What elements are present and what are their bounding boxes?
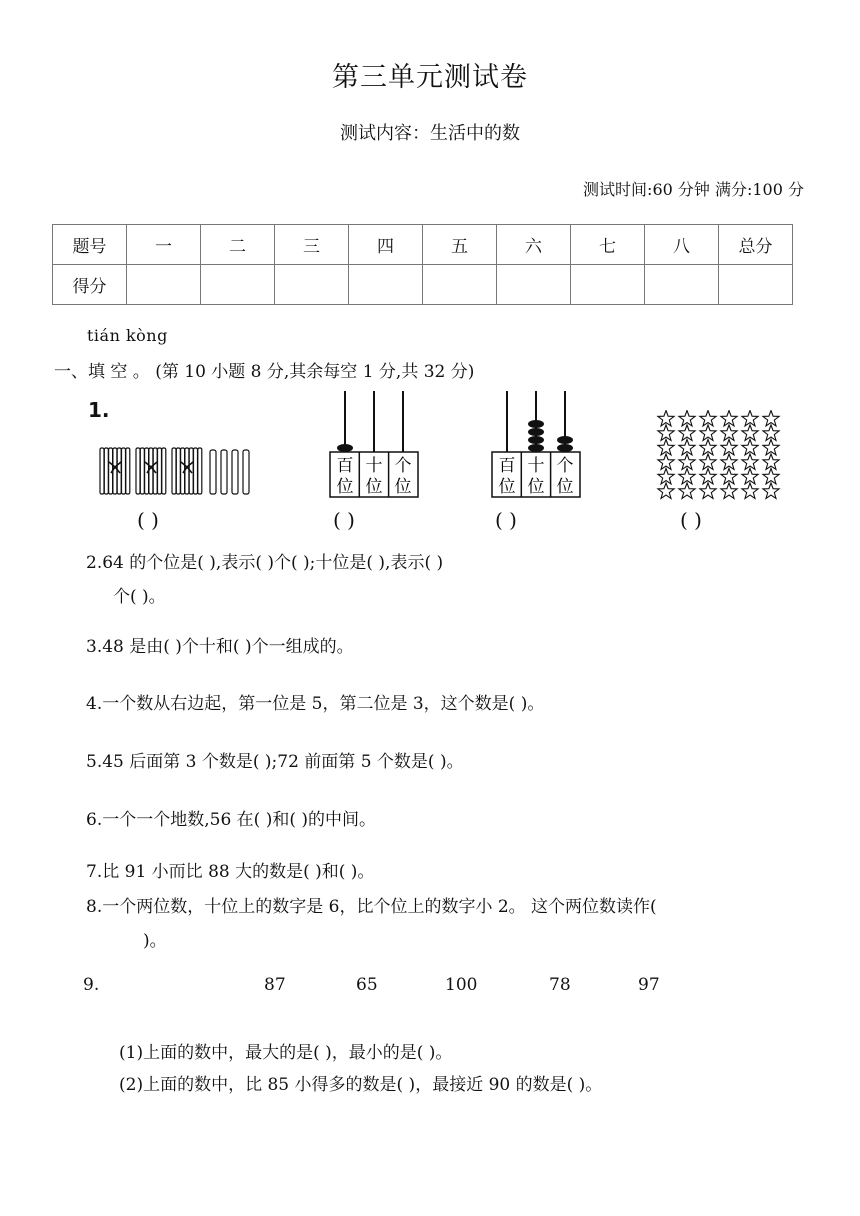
test-meta: 测试时间:60 分钟 满分:100 分 (583, 180, 804, 199)
question-number: 1. (88, 398, 110, 422)
star (742, 483, 758, 498)
answer-blank-4[interactable]: ( ) (680, 508, 702, 532)
stick (176, 448, 180, 494)
question-4: 4.一个数从右边起，第一位是 5，第二位是 3，这个数是( )。 (86, 694, 545, 714)
star-grid-illustration (656, 410, 784, 500)
stick (185, 448, 189, 494)
question-5: 5.45 后面第 3 个数是( );72 前面第 5 个数是( )。 (86, 752, 464, 772)
abacus-bead (528, 420, 544, 428)
abacus-place-label: 位 (527, 477, 545, 497)
single-stick (232, 450, 238, 494)
score-table-header: 五 (423, 225, 497, 265)
abacus-bead (528, 444, 544, 452)
number-item: 78 (549, 975, 571, 995)
stick (122, 448, 126, 494)
stick (158, 448, 162, 494)
star (658, 483, 674, 498)
score-table-header: 一 (127, 225, 201, 265)
abacus-bead (528, 436, 544, 444)
stick (172, 448, 176, 494)
question-8-line-2: )。 (143, 931, 167, 951)
abacus-place-label: 位 (394, 477, 412, 497)
score-table-header-row (53, 225, 793, 265)
stick (140, 448, 144, 494)
score-cell[interactable] (275, 265, 349, 305)
abacus-place-label: 位 (365, 477, 383, 497)
score-row-label: 得分 (53, 265, 127, 305)
stick (126, 448, 130, 494)
star (721, 483, 737, 498)
answer-blank-3[interactable]: ( ) (495, 508, 517, 532)
score-table-header: 题号 (53, 225, 127, 265)
star (763, 483, 779, 498)
score-cell[interactable] (127, 265, 201, 305)
question-6: 6.一个一个地数,56 在( )和( )的中间。 (86, 810, 376, 830)
star (679, 483, 695, 498)
abacus-bead (337, 444, 353, 452)
single-stick (221, 450, 227, 494)
abacus-place-label: 百 (336, 456, 354, 476)
score-table-header: 八 (645, 225, 719, 265)
stick (113, 448, 117, 494)
abacus-place-label: 个 (394, 456, 412, 476)
score-table-header: 六 (497, 225, 571, 265)
stick (100, 448, 104, 494)
question-9-sub-2: (2)上面的数中，比 85 小得多的数是( )，最接近 90 的数是( )。 (119, 1075, 603, 1095)
score-cell[interactable] (201, 265, 275, 305)
stick (194, 448, 198, 494)
section-heading: 一、填 空 。 (第 10 小题 8 分,其余每空 1 分,共 32 分) (54, 362, 475, 382)
abacus-place-label: 位 (336, 477, 354, 497)
score-table (52, 224, 793, 305)
question-8-line-1: 8.一个两位数，十位上的数字是 6，比个位上的数字小 2。 这个两位数读作( (86, 897, 657, 917)
star (700, 483, 716, 498)
score-cell[interactable] (349, 265, 423, 305)
abacus-place-label: 百 (498, 456, 516, 476)
number-item: 87 (264, 975, 286, 995)
number-item: 100 (445, 975, 478, 995)
score-cell[interactable] (719, 265, 793, 305)
abacus-b-illustration (490, 388, 582, 500)
score-table-header: 四 (349, 225, 423, 265)
section-pinyin: tián kòng (87, 326, 168, 345)
abacus-place-label: 位 (498, 477, 516, 497)
score-table-score-row (53, 265, 793, 305)
abacus-place-label: 个 (556, 456, 574, 476)
score-table-header: 三 (275, 225, 349, 265)
abacus-bead (557, 444, 573, 452)
score-table-header: 二 (201, 225, 275, 265)
stick (149, 448, 153, 494)
abacus-place-label: 位 (556, 477, 574, 497)
question-7: 7.比 91 小而比 88 大的数是( )和( )。 (86, 862, 375, 882)
single-stick (243, 450, 249, 494)
stick (198, 448, 202, 494)
abacus-place-label: 十 (527, 456, 545, 476)
abacus-bead (557, 436, 573, 444)
question-2-line-1: 2.64 的个位是( ),表示( )个( );十位是( ),表示( ) (86, 553, 444, 573)
question-9-sub-1: (1)上面的数中，最大的是( )，最小的是( )。 (119, 1043, 453, 1063)
question-2-line-2: 个( )。 (113, 587, 166, 607)
answer-blank-1[interactable]: ( ) (137, 508, 159, 532)
stick (136, 448, 140, 494)
answer-blank-2[interactable]: ( ) (333, 508, 355, 532)
abacus-place-label: 十 (365, 456, 383, 476)
question-3: 3.48 是由( )个十和( )个一组成的。 (86, 637, 354, 657)
score-cell[interactable] (571, 265, 645, 305)
number-item: 65 (356, 975, 378, 995)
abacus-bead (528, 428, 544, 436)
question-9-label: 9. (83, 975, 100, 995)
score-cell[interactable] (645, 265, 719, 305)
abacus-a-illustration (328, 388, 420, 500)
number-item: 97 (638, 975, 660, 995)
score-table-header: 七 (571, 225, 645, 265)
score-cell[interactable] (497, 265, 571, 305)
stick (104, 448, 108, 494)
stick-bundles-illustration (98, 442, 258, 498)
page-subtitle: 测试内容：生活中的数 (340, 123, 520, 144)
question-9-number-row (0, 975, 860, 999)
single-stick (210, 450, 216, 494)
score-cell[interactable] (423, 265, 497, 305)
stick (162, 448, 166, 494)
score-table-header: 总分 (719, 225, 793, 265)
page-title: 第三单元测试卷 (332, 62, 528, 93)
